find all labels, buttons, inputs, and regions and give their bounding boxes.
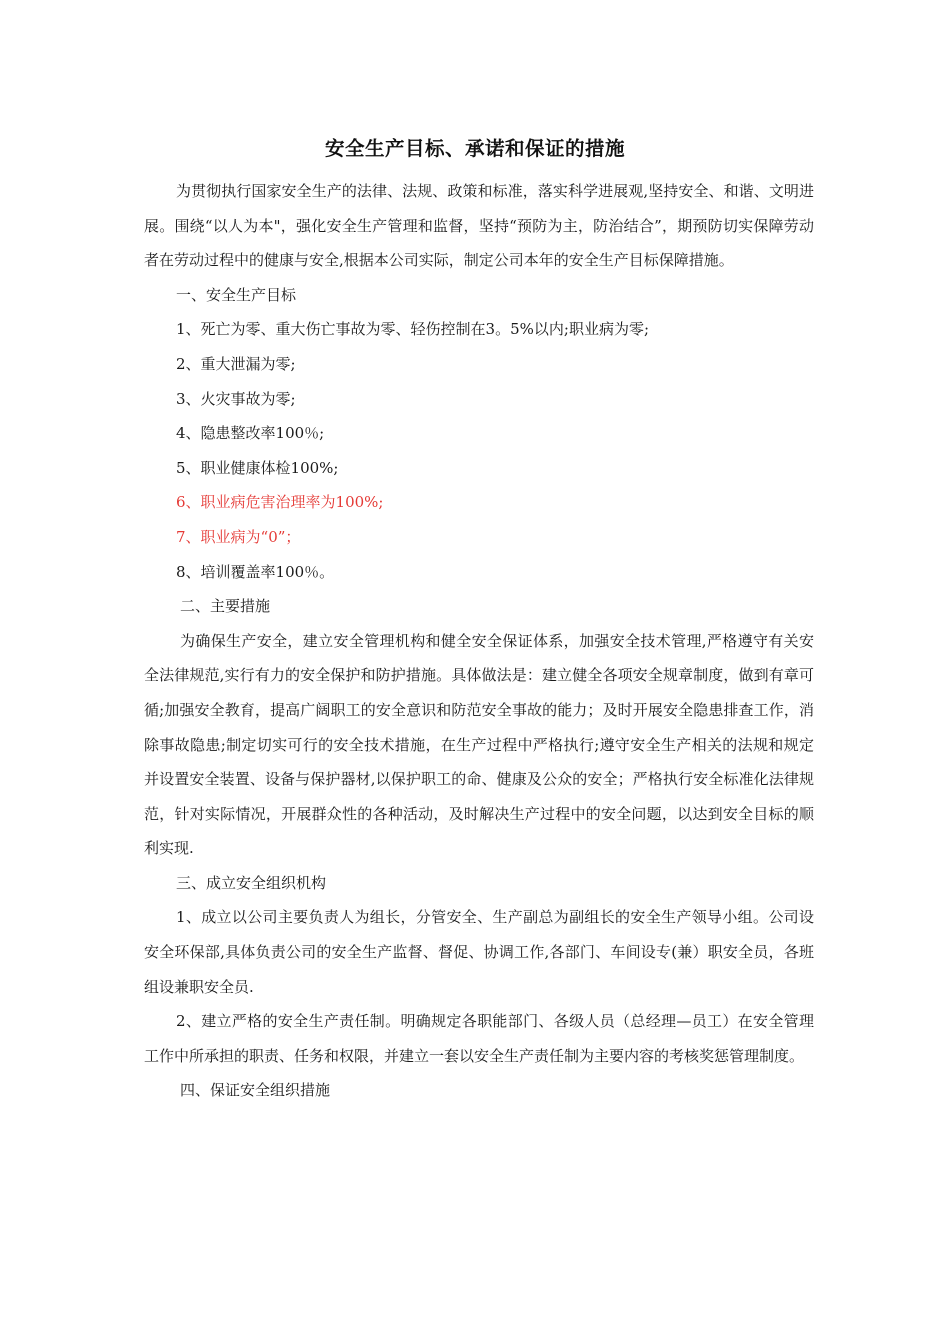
section-heading-measures: 二、主要措施	[180, 597, 271, 616]
goal-item-2: 2、重大泄漏为零;	[176, 354, 296, 373]
organization-item-2: 2、建立严格的安全生产责任制。明确规定各职能部门、各级人员（总经理—员工）在安全管理工作中所承担的职责、任务和权限，并建立一套以安全生产责任制为主要内容的考核奖惩管理制度。	[144, 1012, 814, 1065]
goal-item-5: 5、职业健康体检100%;	[176, 458, 339, 477]
measures-paragraph: 为确保生产安全，建立安全管理机构和健全安全保证体系，加强安全技术管理,严格遵守有关安全法律规范,实行有力的安全保护和防护措施。具体做法是：建立健全各项安全规章制度，做到有章可循;加强安全教育，提高广阔职工的安全意识和防范安全事故的能力；及时开展安全隐患排查工作，消除事故隐患;制定切实可行的安全技术措施，在生产过程中严格执行;遵守安全生产相关的法规和规定并设置安全装置、设备与保护器材,以保护职工的命、健康及公众的安全；严格执行安全标准化法律规范，针对实际情况，开展群众性的各种活动，及时解决生产过程中的安全问题，以达到安全目标的顺利实现.	[144, 631, 814, 858]
document-title: 安全生产目标、承诺和保证的措施	[324, 137, 625, 160]
organization-item-1: 1、成立以公司主要负责人为组长，分管安全、生产副总为副组长的安全生产领导小组。公司设安全环保部,具体负责公司的安全生产监督、督促、协调工作,各部门、车间设专(兼）职安全员，各班组设兼职安全员.	[144, 908, 814, 996]
goal-item-3: 3、火灾事故为零;	[176, 389, 296, 408]
goal-item-4: 4、隐患整改率100％;	[176, 424, 325, 443]
section-heading-organization: 三、成立安全组织机构	[176, 873, 327, 892]
document-body	[144, 174, 814, 1108]
section-heading-guarantee: 四、保证安全组织措施	[180, 1081, 331, 1100]
goal-item-8: 8、培训覆盖率100％。	[176, 562, 335, 581]
intro-paragraph: 为贯彻执行国家安全生产的法律、法规、政策和标准，落实科学进展观,坚持安全、和谐、文明进展。围绕“以人为本"，强化安全生产管理和监督，坚持“预防为主，防治结合”，期预防切实保障劳动者在劳动过程中的健康与安全,根据本公司实际，制定公司本年的安全生产目标保障措施。	[144, 182, 814, 270]
goal-item-7-highlighted: 7、职业病为“0”；	[176, 527, 301, 546]
goal-item-1: 1、死亡为零、重大伤亡事故为零、轻伤控制在3。5%以内;职业病为零;	[176, 320, 649, 339]
goal-item-6-highlighted: 6、职业病危害治理率为100%;	[176, 493, 384, 512]
section-heading-goals: 一、安全生产目标	[176, 285, 297, 304]
